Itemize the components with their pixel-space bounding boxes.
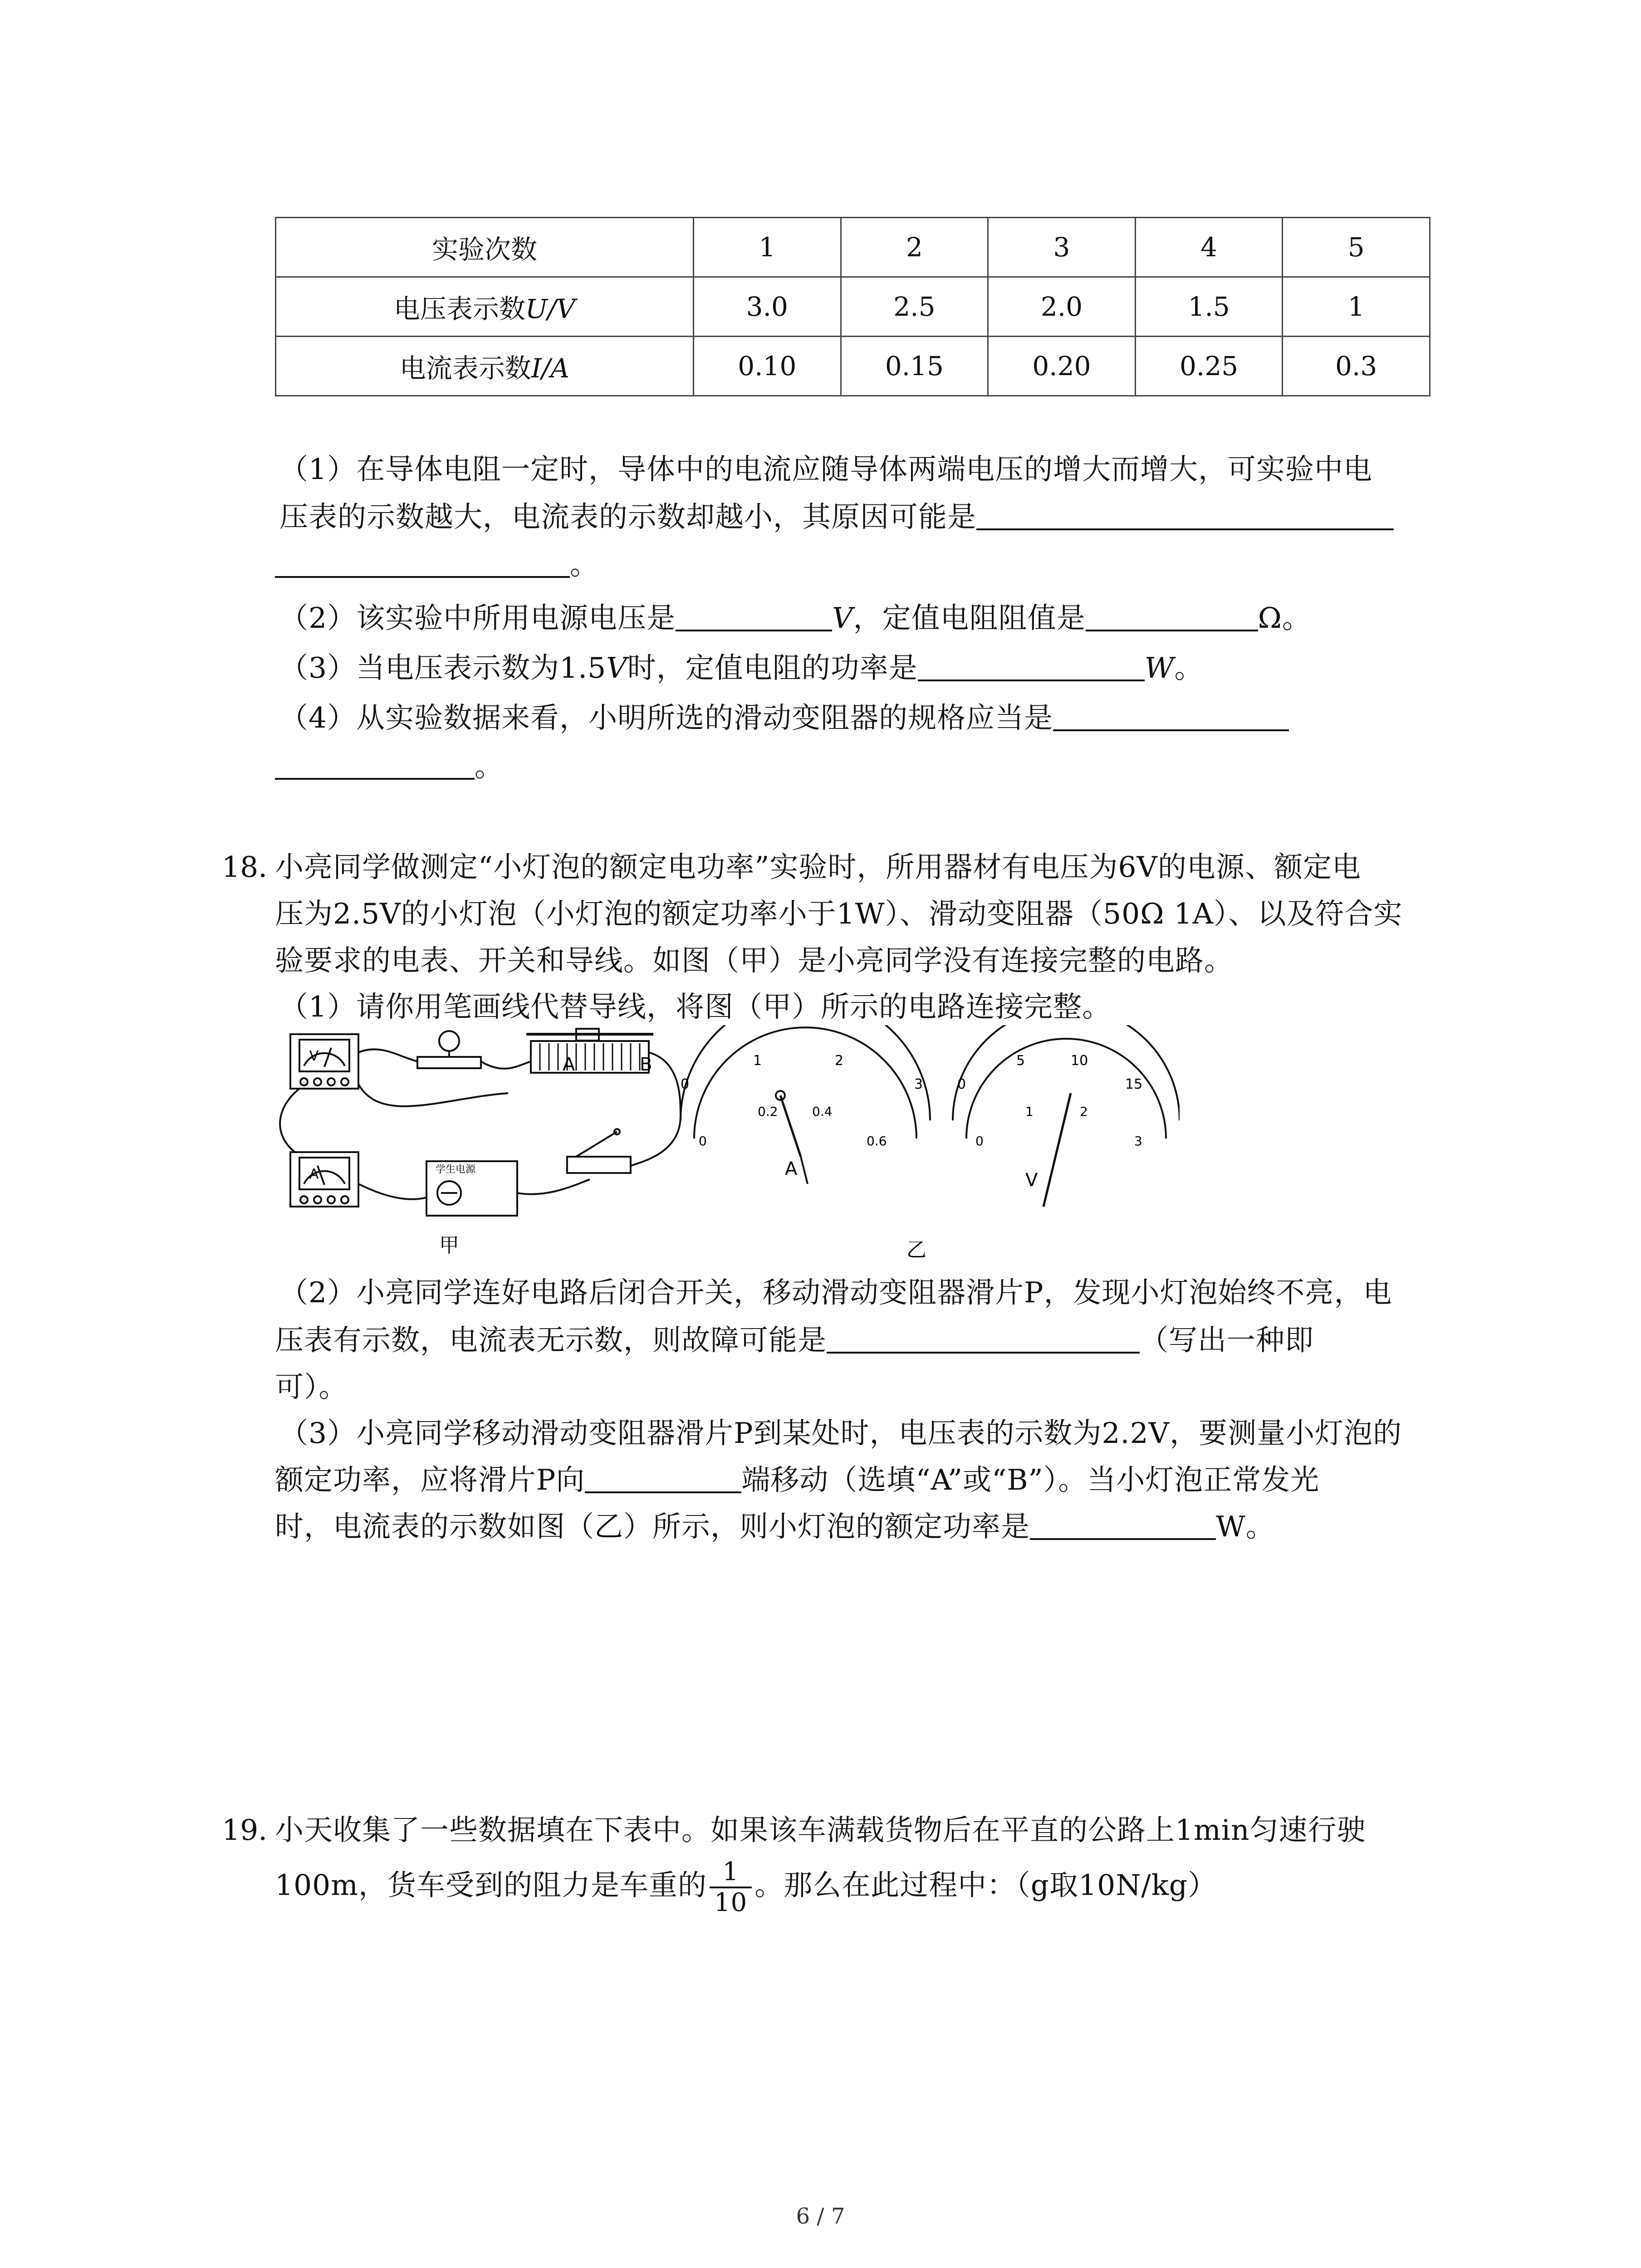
ammeter-tick: 0.2 xyxy=(758,1104,778,1119)
table-cell: 0.10 xyxy=(694,337,841,396)
figure-label-yi: 乙 xyxy=(906,1238,926,1261)
q17-part4: （4）从实验数据来看，小明所选的滑动变阻器的规格应当是 xyxy=(279,695,1289,741)
answer-blank[interactable] xyxy=(976,497,1394,530)
answer-blank[interactable] xyxy=(275,746,475,780)
table-cell: 实验次数 xyxy=(276,218,694,277)
answer-blank[interactable] xyxy=(918,648,1145,681)
q17-part1-line2: 压表的示数越大，电流表的示数却越小，其原因可能是 xyxy=(279,494,1394,540)
q17-part1-line3: 。 xyxy=(275,542,599,587)
table-cell: 1.5 xyxy=(1135,277,1283,337)
table-cell: 3 xyxy=(988,218,1136,277)
q18-line3: 验要求的电表、开关和导线。如图（甲）是小亮同学没有连接完整的电路。 xyxy=(275,944,1233,977)
answer-blank[interactable] xyxy=(1086,598,1258,631)
voltmeter-tick: 1 xyxy=(1025,1104,1034,1119)
q18-line1: 小亮同学做测定“小灯泡的额定电功率”实验时，所用器材有电压为6V的电源、额定电 xyxy=(275,850,1361,884)
switch xyxy=(567,1157,631,1173)
circuit-figure xyxy=(272,1025,1180,1279)
q18-part2-line3: 可）。 xyxy=(275,1370,348,1403)
voltmeter-tick: 5 xyxy=(1016,1053,1025,1069)
voltmeter-tick: 10 xyxy=(1071,1053,1088,1069)
answer-blank[interactable] xyxy=(1030,1506,1216,1540)
table-cell: 2.5 xyxy=(841,277,988,337)
voltmeter-label: V xyxy=(1025,1170,1038,1191)
q17-part1-line1: （1）在导体电阻一定时，导体中的电流应随导体两端电压的增大而增大，可实验中电 xyxy=(279,453,1373,486)
ammeter-tick: 0 xyxy=(681,1076,690,1092)
table-cell: 1 xyxy=(694,218,841,277)
q17-part4-line2: 。 xyxy=(275,744,504,789)
table-cell: 0.20 xyxy=(988,337,1136,396)
table-cell: 3.0 xyxy=(694,277,841,337)
q17-part3: （3）当电压表示数为1.5V时，定值电阻的功率是 W。 xyxy=(279,645,1204,691)
q18-part2-line2: 压表有示数，电流表无示数，则故障可能是 （写出一种即 xyxy=(275,1318,1314,1363)
table-cell: 2 xyxy=(841,218,988,277)
experiment-data-table xyxy=(275,217,1430,396)
table-cell: 5 xyxy=(1283,218,1430,277)
ammeter-tick: 3 xyxy=(914,1076,923,1092)
q18-part2-line1: （2）小亮同学连好电路后闭合开关，移动滑动变阻器滑片P，发现小灯泡始终不亮，电 xyxy=(279,1276,1392,1309)
fraction: $\frac{1}{10}$ xyxy=(710,1857,752,1917)
ammeter-dial xyxy=(681,1025,930,1184)
table-cell: 4 xyxy=(1135,218,1283,277)
figure-label-jia: 甲 xyxy=(439,1234,459,1257)
q19-line1: 小天收集了一些数据填在下表中。如果该车满载货物后在平直的公路上1min匀速行驶 xyxy=(275,1813,1366,1847)
table-cell: 0.3 xyxy=(1283,337,1430,396)
q18-line2: 压为2.5V的小灯泡（小灯泡的额定功率小于1W）、滑动变阻器（50Ω 1A）、以及符合实 xyxy=(275,897,1403,930)
svg-text:A: A xyxy=(309,1166,319,1182)
voltmeter-tick: 3 xyxy=(1134,1134,1142,1149)
lamp-base xyxy=(417,1057,481,1068)
table-row xyxy=(276,337,1430,396)
table-cell: 2.0 xyxy=(988,277,1136,337)
ammeter-tick: 0.4 xyxy=(812,1104,833,1119)
q18-part3-line3: 时，电流表的示数如图（乙）所示，则小灯泡的额定功率是 W。 xyxy=(275,1504,1275,1549)
voltmeter-tick: 0 xyxy=(975,1134,984,1149)
ammeter-tick: 1 xyxy=(753,1053,762,1069)
q17-part2: （2）该实验中所用电源电压是 V，定值电阻阻值是 Ω。 xyxy=(279,596,1311,641)
answer-blank[interactable] xyxy=(585,1460,741,1493)
table-cell: 1 xyxy=(1283,277,1430,337)
voltmeter-dial xyxy=(953,1025,1180,1207)
q18-part3-line1: （3）小亮同学移动滑动变阻器滑片P到某处时，电压表的示数为2.2V，要测量小灯泡的 xyxy=(279,1417,1402,1450)
q18-part3-line2: 额定功率，应将滑片P向 端移动（选填“A”或“B”）。当小灯泡正常发光 xyxy=(275,1457,1319,1503)
answer-blank[interactable] xyxy=(1053,698,1289,731)
answer-blank[interactable] xyxy=(275,544,570,578)
table-cell: 电流表示数I/A xyxy=(276,337,694,396)
ammeter-tick: 0.6 xyxy=(867,1134,887,1149)
voltmeter-tick: 2 xyxy=(1080,1104,1088,1119)
svg-text:V: V xyxy=(309,1048,319,1064)
source-label: 学生电源 xyxy=(436,1164,476,1175)
rheostat-label-b: B xyxy=(640,1054,652,1075)
table-cell: 0.15 xyxy=(841,337,988,396)
ammeter-label: A xyxy=(785,1158,798,1179)
page-number: 6 / 7 xyxy=(796,2204,845,2229)
q18-part1: （1）请你用笔画线代替导线，将图（甲）所示的电路连接完整。 xyxy=(279,990,1112,1023)
rheostat-label-a: A xyxy=(563,1054,575,1075)
answer-blank[interactable] xyxy=(827,1320,1140,1354)
ammeter-tick: 2 xyxy=(835,1053,844,1069)
lamp-bulb xyxy=(439,1031,459,1051)
table-row xyxy=(276,218,1430,277)
table-cell: 电压表示数U/V xyxy=(276,277,694,337)
answer-blank[interactable] xyxy=(676,598,832,631)
voltmeter-tick: 15 xyxy=(1125,1076,1143,1092)
q18-number: 18. xyxy=(222,850,268,884)
table-row xyxy=(276,277,1430,337)
ammeter-tick: 0 xyxy=(699,1134,707,1149)
table-cell: 0.25 xyxy=(1135,337,1283,396)
q19-line2: 100m，货车受到的阻力是车重的 $\frac{1}{10}$ 。那么在此过程中：（g取10N/kg） xyxy=(275,1857,1217,1917)
voltmeter-tick: 0 xyxy=(957,1076,966,1092)
q19-number: 19. xyxy=(222,1813,268,1847)
